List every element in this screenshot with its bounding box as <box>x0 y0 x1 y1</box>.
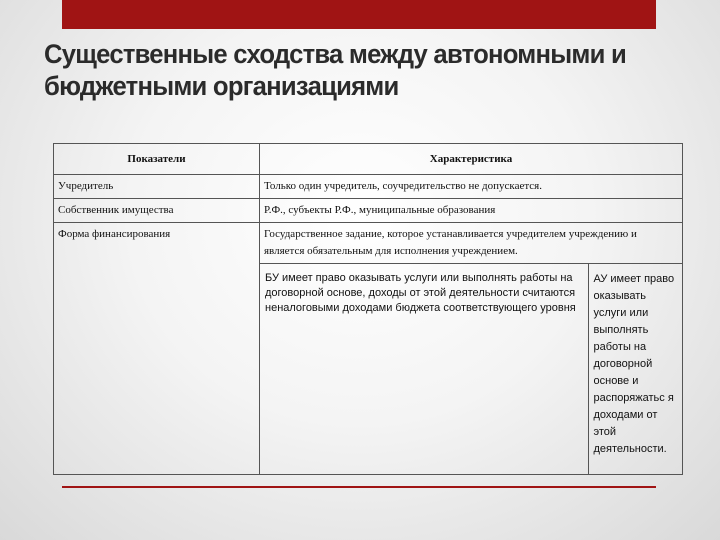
au-text: АУ имеет право оказывать услуги или выполнять работы на договорной основе и распоряжатьс я доходами от этой деятельности. <box>593 273 675 455</box>
row-label-owner: Собственник имущества <box>54 199 260 223</box>
table-row <box>54 223 683 264</box>
top-accent-bar <box>62 0 656 29</box>
row-value-founder: Только один учредитель, соучредительство не допускается. <box>260 175 683 199</box>
header-indicators: Показатели <box>54 144 260 175</box>
sub-comparison-table <box>260 264 683 474</box>
header-characteristic: Характеристика <box>260 144 683 175</box>
au-cell <box>588 264 683 474</box>
row-label-financing: Форма финансирования <box>54 223 260 475</box>
comparison-table <box>53 143 683 475</box>
bu-text: БУ имеет право оказывать услуги или выполнять работы на договорной основе, доходы от этой деятельности считаются неналоговыми доходами бюджета соответствующего уровня <box>265 272 576 314</box>
row-value-financing: Государственное задание, которое устанавливается учредителем учреждению и является обязательным для исполнения учреждением. <box>260 223 683 264</box>
sub-comparison-cell <box>260 264 683 475</box>
row-label-founder: Учредитель <box>54 175 260 199</box>
table-header-row <box>54 144 683 175</box>
table-row <box>54 175 683 199</box>
row-value-owner: Р.Ф., субъекты Р.Ф., муниципальные образования <box>260 199 683 223</box>
bottom-accent-rule <box>62 486 656 488</box>
bu-cell <box>260 264 588 474</box>
table-row <box>54 199 683 223</box>
slide-title: Существенные сходства между автономными и бюджетными организациями <box>44 39 626 101</box>
